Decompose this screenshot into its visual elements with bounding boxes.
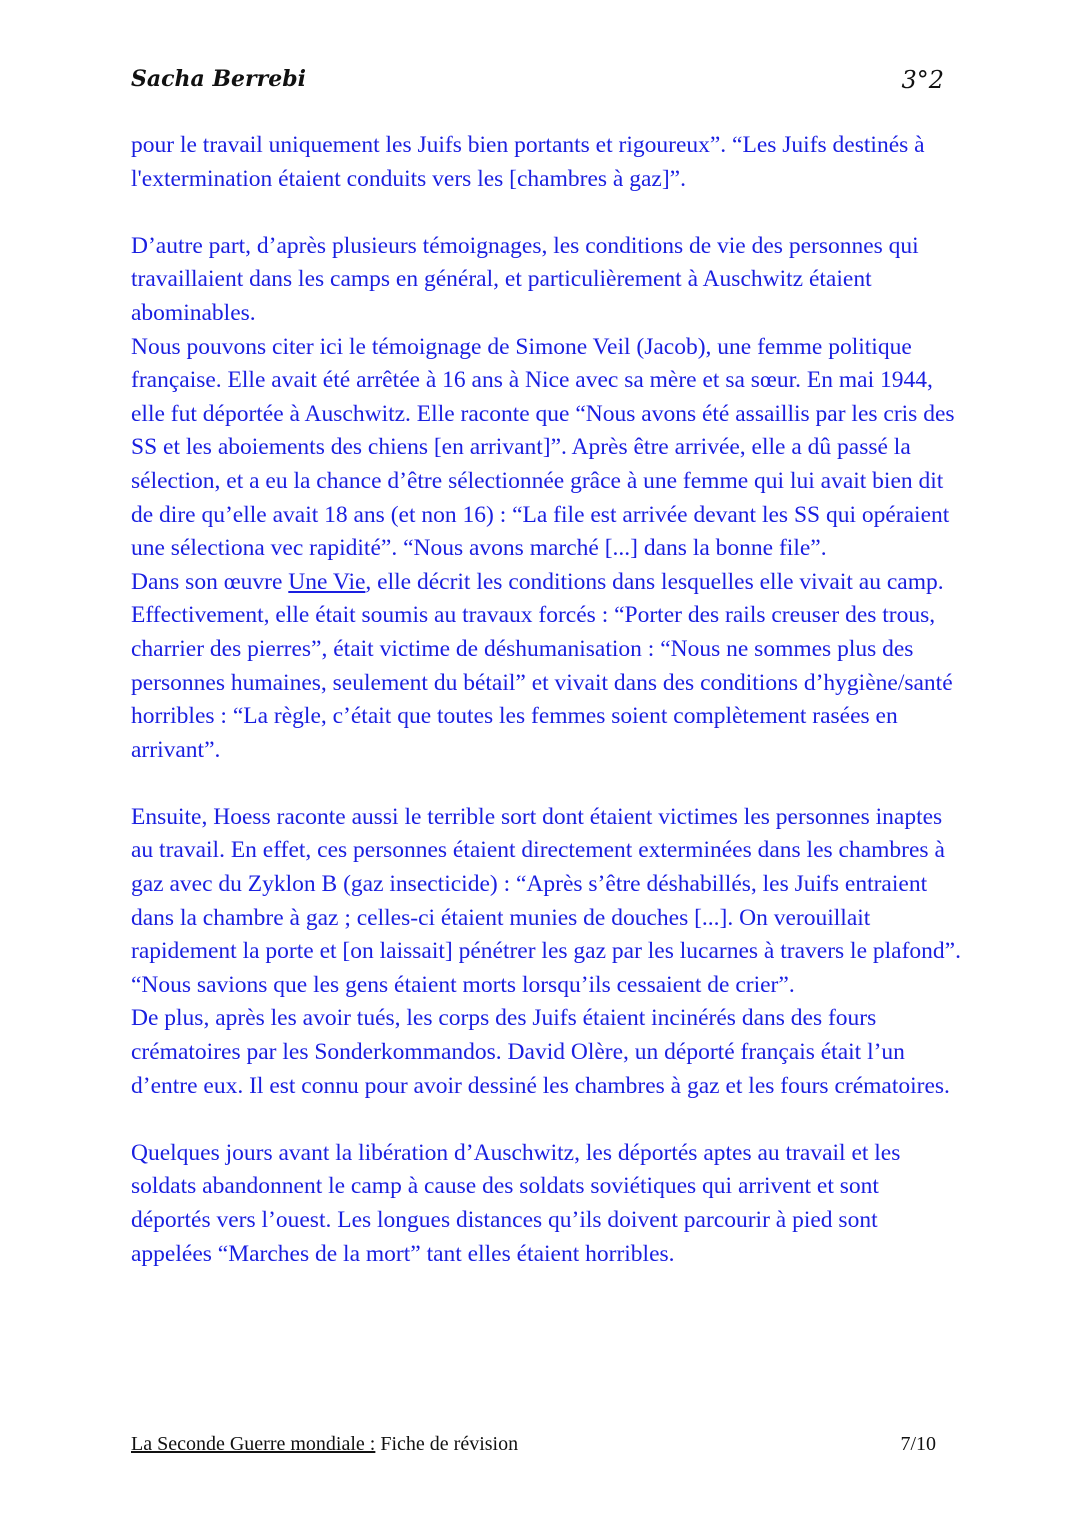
author-name: Sacha Berrebi [131,66,306,92]
document-body [131,129,961,1271]
paragraph-une-vie [131,566,961,768]
paragraph-extermination: Ensuite, Hoess raconte aussi le terrible sort dont étaient victimes les personnes inaptes au travail. En effet, ces personnes étaient directement exterminées dans les chambres à gaz avec du Zyklon B (gaz insecticide) : “Après s’être déshabillés, les Juifs entraient dans la chambre à gaz ; celles-ci étaient munies de douches [...]. On verouillait rapidement la porte et [on laissait] pénétrer les gaz par les lucarnes à travers le plafond”. “Nous savions que les gens étaient morts lorsqu’ils cessaient de crier”. [131,803,961,998]
une-vie-rest: , elle décrit les conditions dans lesquelles elle vivait au camp. Effectivement, elle était soumis au travaux forcés : “Porter des rails creuser des trous, charrier des pierres”, était victime de déshumanisation : “Nous ne sommes plus des personnes humaines, seulement du bétail” et vivait dans des conditions d’hygiène/santé horribles : “La règle, c’était que toutes les femmes soient complètement rasées en arrivant”. [131,568,953,763]
footer-subject: La Seconde Guerre mondiale : [131,1433,376,1455]
paragraph-crematoria: De plus, après les avoir tués, les corps des Juifs étaient incinérés dans des fours crématoires par les Sonderkommandos. David Olère, un déporté français était l’un d’entre eux. Il est connu pour avoir dessiné les chambres à gaz et les fours crématoires. [131,1005,950,1099]
footer-title [131,1433,518,1456]
paragraph-simone-veil: Nous pouvons citer ici le témoignage de Simone Veil (Jacob), une femme politique française. Elle avait été arrêtée à 16 ans à Nice avec sa mère et sa sœur. En mai 1944, elle fut déportée à Auschwitz. Elle raconte que “Nous avons été assaillis par les cris des SS et les aboiements des chiens [en arrivant]”. Après être arrivée, elle a dû passé la sélection, et a eu la chance d’être sélectionnée grâce à une femme qui lui avait bien dit de dire qu’elle avait 18 ans (et non 16) : “La file est arrivée devant les SS qui opéraient une sélectiona vec rapidité”. “Nous avons marché [...] dans la bonne file”. [131,333,955,562]
book-title-une-vie: Une Vie [288,568,366,595]
class-label: 3°2 [901,66,944,94]
page-number: 7/10 [900,1433,936,1455]
paragraph-selection: pour le travail uniquement les Juifs bien portants et rigoureux”. “Les Juifs destinés à l'extermination étaient conduits vers les [chambres à gaz]”. [131,132,925,192]
une-vie-intro: Dans son œuvre [131,568,289,595]
paragraph-living-conditions: D’autre part, d’après plusieurs témoignages, les conditions de vie des personnes qui travaillaient dans les camps en général, et particulièrement à Auschwitz étaient abominables. [131,232,919,326]
paragraph-death-marches: Quelques jours avant la libération d’Auschwitz, les déportés aptes au travail et les soldats abandonnent le camp à cause des soldats soviétiques qui arrivent et sont déportés vers l’ouest. Les longues distances qu’ils doivent parcourir à pied sont appelées “Marches de la mort” tant elles étaient horribles. [131,1139,901,1267]
footer-doc-type: Fiche de révision [375,1433,519,1455]
